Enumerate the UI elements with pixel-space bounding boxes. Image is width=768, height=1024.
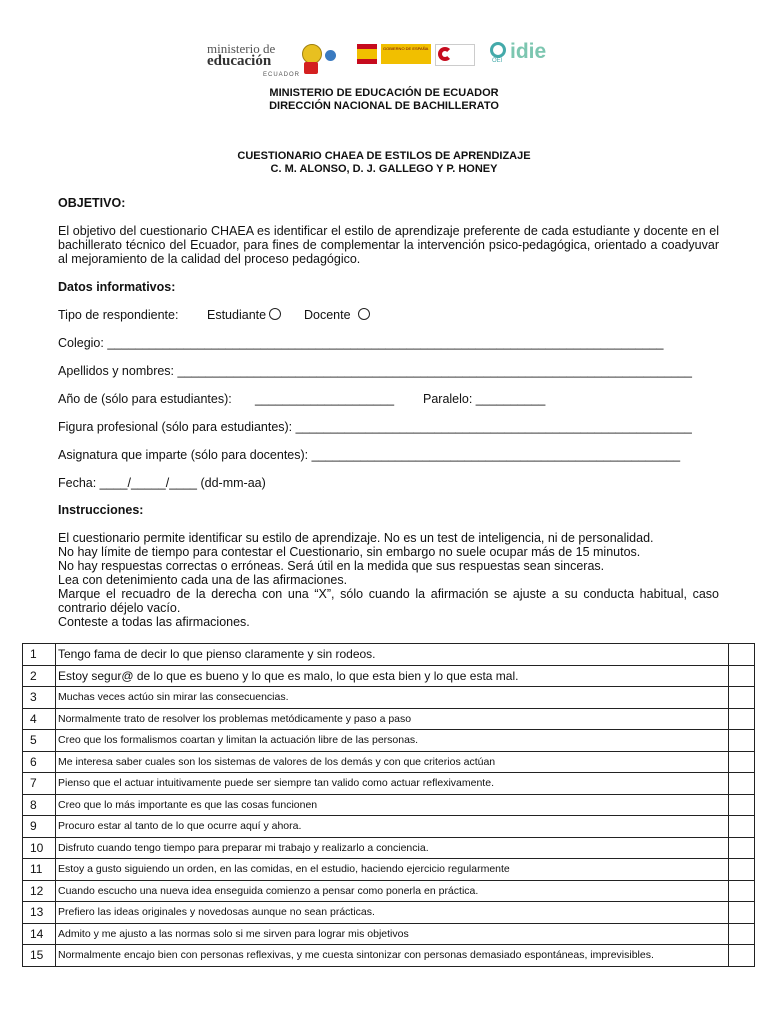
colegio-field[interactable]: Colegio: ________________________________________________________________________________: [58, 336, 664, 350]
option-docente-label: Docente: [304, 308, 351, 322]
table-row: [23, 945, 755, 967]
item-number: 3: [23, 687, 56, 709]
gobierno-espana-logo: [357, 40, 477, 70]
aecid-logo-icon: [435, 44, 475, 66]
questionnaire-title: CUESTIONARIO CHAEA DE ESTILOS DE APRENDIZAJE: [237, 150, 531, 162]
answer-checkbox[interactable]: [729, 902, 755, 924]
anio-label: Año de (sólo para estudiantes):: [58, 392, 232, 406]
item-number: 15: [23, 945, 56, 967]
item-number: 9: [23, 816, 56, 838]
logo-text: ministerio de: [207, 41, 276, 56]
estudiante-radio[interactable]: [269, 308, 281, 320]
table-row: [23, 859, 755, 881]
logo-bar: [205, 38, 565, 84]
instrucciones-line: El cuestionario permite identificar su estilo de aprendizaje. No es un test de inteligencia, ni de personalidad.: [58, 531, 654, 545]
answer-checkbox[interactable]: [729, 644, 755, 666]
answer-checkbox[interactable]: [729, 665, 755, 687]
instrucciones-line: No hay respuestas correctas o erróneas. Será útil en la medida que sus respuestas sean sinceras.: [58, 559, 605, 573]
item-statement: Procuro estar al tanto de lo que ocurre aquí y ahora.: [56, 816, 729, 838]
option-estudiante-label: Estudiante: [207, 308, 267, 322]
item-number: 1: [23, 644, 56, 666]
anio-field[interactable]: ____________________: [255, 392, 395, 406]
datos-heading: Datos informativos:: [58, 280, 176, 294]
item-number: 13: [23, 902, 56, 924]
item-statement: Disfruto cuando tengo tiempo para preparar mi trabajo y realizarlo a conciencia.: [56, 837, 729, 859]
instrucciones-line: No hay límite de tiempo para contestar el Cuestionario, sin embargo no suele ocupar más de 15 minutos.: [58, 545, 641, 559]
ministerio-educacion-logo: [205, 40, 355, 80]
item-number: 7: [23, 773, 56, 795]
figura-field[interactable]: Figura profesional (sólo para estudiantes): _________________________________________________________: [58, 420, 692, 434]
table-row: [23, 751, 755, 773]
item-number: 12: [23, 880, 56, 902]
gobierno-badge: GOBIERNO DE ESPAÑA: [381, 44, 431, 64]
logo-text: ECUADOR: [263, 72, 301, 78]
header-line-2: DIRECCIÓN NACIONAL DE BACHILLERATO: [269, 100, 499, 112]
table-row: [23, 902, 755, 924]
item-statement: Normalmente trato de resolver los problemas metódicamente y paso a paso: [56, 708, 729, 730]
oei-idie-logo: OEI idie: [492, 40, 547, 64]
tipo-respondiente-label: Tipo de respondiente:: [58, 308, 179, 322]
table-row: [23, 665, 755, 687]
answer-checkbox[interactable]: [729, 816, 755, 838]
item-statement: Muchas veces actúo sin mirar las consecuencias.: [56, 687, 729, 709]
item-number: 10: [23, 837, 56, 859]
apellidos-field[interactable]: Apellidos y nombres: __________________________________________________________________________: [58, 364, 692, 378]
item-number: 2: [23, 665, 56, 687]
item-number: 4: [23, 708, 56, 730]
answer-checkbox[interactable]: [729, 923, 755, 945]
option-docente[interactable]: [304, 308, 370, 322]
table-row: [23, 794, 755, 816]
table-row: [23, 687, 755, 709]
objetivo-text: El objetivo del cuestionario CHAEA es identificar el estilo de aprendizaje preferente de cada estudiante y docente en el bachillerato técnico del Ecuador, para fines de complementar la intervención psico-pedagógica, orientado a coadyuvar al mejoramiento de la calidad del proceso pedagógico.: [58, 224, 719, 266]
answer-checkbox[interactable]: [729, 773, 755, 795]
item-statement: Admito y me ajusto a las normas solo si me sirven para lograr mis objetivos: [56, 923, 729, 945]
table-row: [23, 837, 755, 859]
objetivo-heading: OBJETIVO:: [58, 196, 126, 210]
item-number: 6: [23, 751, 56, 773]
questionnaire-table: [22, 643, 755, 967]
instrucciones-heading: Instrucciones:: [58, 503, 144, 517]
table-row: [23, 730, 755, 752]
instrucciones-line: Conteste a todas las afirmaciones.: [58, 615, 250, 629]
item-number: 8: [23, 794, 56, 816]
instrucciones-line: Marque el recuadro de la derecha con una “X”, sólo cuando la afirmación se ajuste a su conducta habitual, caso contrario déjelo vacío.: [58, 587, 719, 615]
asignatura-field[interactable]: Asignatura que imparte (sólo para docentes): _____________________________________________________: [58, 448, 681, 462]
item-statement: Me interesa saber cuales son los sistemas de valores de los demás y con que criterios actúan: [56, 751, 729, 773]
item-statement: Normalmente encajo bien con personas reflexivas, y me cuesta sintonizar con personas demasiado espontáneas, imprevisibles.: [56, 945, 729, 967]
answer-checkbox[interactable]: [729, 880, 755, 902]
table-row: [23, 923, 755, 945]
spain-flag-icon: [357, 44, 377, 64]
item-statement: Prefiero las ideas originales y novedosas aunque no sean prácticas.: [56, 902, 729, 924]
fecha-field[interactable]: Fecha: ____/_____/____ (dd-mm-aa): [58, 476, 266, 490]
answer-checkbox[interactable]: [729, 730, 755, 752]
answer-checkbox[interactable]: [729, 794, 755, 816]
item-statement: Estoy segur@ de lo que es bueno y lo que es malo, lo que esta bien y lo que esta mal.: [56, 665, 729, 687]
docente-radio[interactable]: [358, 308, 370, 320]
answer-checkbox[interactable]: [729, 708, 755, 730]
item-number: 11: [23, 859, 56, 881]
item-number: 14: [23, 923, 56, 945]
table-row: [23, 816, 755, 838]
header-line-1: MINISTERIO DE EDUCACIÓN DE ECUADOR: [269, 87, 499, 99]
item-statement: Creo que los formalismos coartan y limitan la actuación libre de las personas.: [56, 730, 729, 752]
oei-icon: [490, 42, 506, 58]
paralelo-field[interactable]: Paralelo: __________: [423, 392, 546, 406]
answer-checkbox[interactable]: [729, 837, 755, 859]
item-number: 5: [23, 730, 56, 752]
instrucciones-line: Lea con detenimiento cada una de las afirmaciones.: [58, 573, 348, 587]
item-statement: Cuando escucho una nueva idea enseguida comienzo a pensar como ponerla en práctica.: [56, 880, 729, 902]
answer-checkbox[interactable]: [729, 859, 755, 881]
logo-text: educación: [207, 53, 272, 69]
item-statement: Creo que lo más importante es que las cosas funcionen: [56, 794, 729, 816]
seal-icon: [304, 62, 318, 74]
item-statement: Estoy a gusto siguiendo un orden, en las comidas, en el estudio, haciendo ejercicio regularmente: [56, 859, 729, 881]
table-row: [23, 644, 755, 666]
questionnaire-authors: C. M. ALONSO, D. J. GALLEGO Y P. HONEY: [270, 163, 498, 175]
option-estudiante[interactable]: [207, 308, 281, 322]
seal-icon: [325, 50, 336, 61]
answer-checkbox[interactable]: [729, 687, 755, 709]
item-statement: Pienso que el actuar intuitivamente puede ser siempre tan valido como actuar reflexivamente.: [56, 773, 729, 795]
table-row: [23, 708, 755, 730]
answer-checkbox[interactable]: [729, 945, 755, 967]
table-row: [23, 880, 755, 902]
table-row: [23, 773, 755, 795]
seal-icon: [302, 44, 322, 64]
item-statement: Tengo fama de decir lo que pienso claramente y sin rodeos.: [56, 644, 729, 666]
answer-checkbox[interactable]: [729, 751, 755, 773]
